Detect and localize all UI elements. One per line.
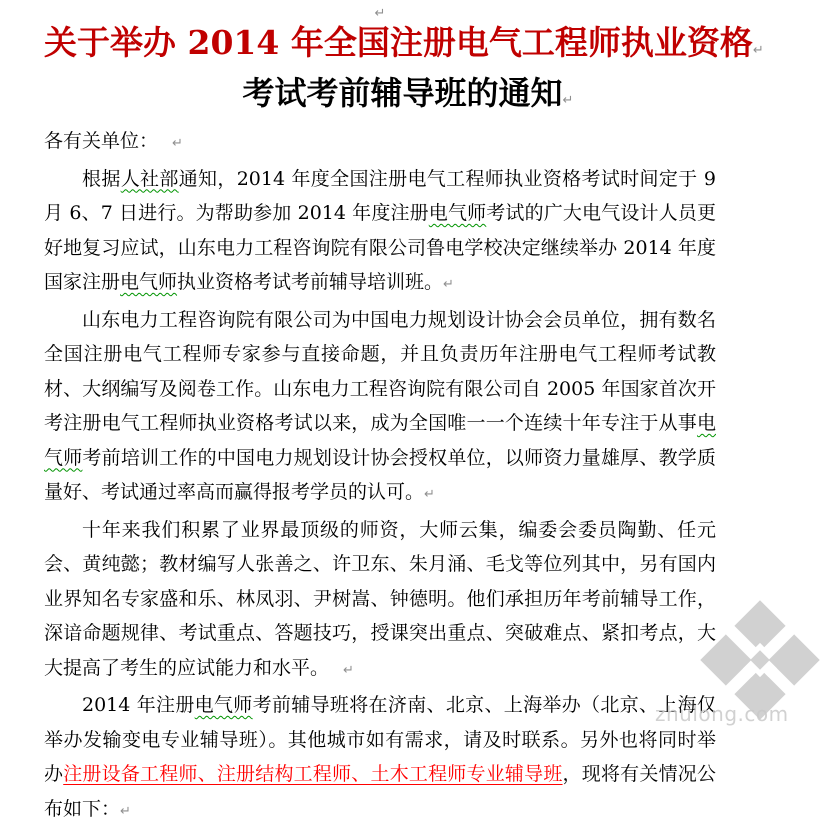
text-run: 根据 (82, 167, 121, 190)
paragraph-mark-icon: ↵ (374, 6, 386, 21)
paragraph-4 (44, 688, 716, 829)
spellcheck-underline-run: 电气师 (120, 271, 178, 293)
spellcheck-underline-run: 电气师 (428, 202, 487, 224)
paragraph-mark-icon: ↵ (424, 487, 435, 502)
text-run: 考前培训工作的中国电力规划设计协会授权单位，以师资力量雄厚、教学质量好、考试通过率高而赢得报考学员的认可。 (44, 446, 716, 503)
text-run: 2014 年注册 (82, 694, 195, 716)
paragraph-mark-icon: ↵ (172, 136, 183, 151)
title-line1-text: 关于举办 2014 年全国注册电气工程师执业资格 (44, 23, 753, 62)
text-run: 考前辅导班将在济南、北京、上海举办（北京、上海仅举办发输变电专业辅导班）。其他城市如有需求，请及时联系。另外也将同时举办 (44, 694, 716, 785)
paragraph-2 (44, 303, 716, 513)
text-run: 执业资格考试考前辅导培训班。 (177, 271, 444, 293)
text-run: 通知，2014 年度全国注册电气工程师执业资格考试时间定于 9 月 6、7 日进行。为帮助参加 2014 年度注册 (44, 167, 716, 224)
title-line2-text: 考试考前辅导班的通知 (242, 74, 563, 112)
highlighted-red-text-run: 注册设备工程师、注册结构工程师、土木工程师专业辅导班 (63, 763, 563, 785)
text-run: 考试的广大电气设计人员更好地复习应试，山东电力工程咨询院有限公司鲁电学校决定继续举办 2014 年度国家注册 (44, 202, 716, 293)
spellcheck-underline-run: 电气师 (194, 694, 253, 716)
spellcheck-underline-run: 电气师 (44, 412, 716, 469)
document-title-line1 (44, 22, 764, 72)
text-run: ，现将有关情况公布如下： (44, 763, 716, 820)
watermark-text: zhulong.com (655, 702, 789, 726)
document-title-line2 (44, 72, 716, 122)
paragraph-3 (44, 513, 716, 689)
paragraph-mark-icon: ↵ (443, 277, 454, 292)
spellcheck-underline-run: 人社部 (120, 167, 179, 190)
text-run: 山东电力工程咨询院有限公司为中国电力规划设计协会会员单位，拥有数名全国注册电气工程师专家参与直接命题，并且负责历年注册电气工程师考试教材、大纲编写及阅卷工作。山东电力工程咨询院有限公司自 2005 年国家首次开考注册电气工程师执业资格考试以来，成为全国唯一一个连续十年专注于从事 (44, 308, 716, 434)
text-run: 十年来我们积累了业界最顶级的师资，大师云集，编委会委员陶勤、任元会、黄纯懿；教材编写人张善之、许卫东、朱月涌、毛戈等位列其中，另有国内业界知名专家盛和乐、林凤羽、尹树嵩、钟德明。他们承担历年考前辅导工作，深谙命题规律、考试重点、答题技巧，授课突出重点、突破难点、紧扣考点，大大提高了考生的应试能力和水平。 (44, 518, 716, 679)
text-run: 各有关单位： (44, 130, 159, 152)
paragraph-1 (44, 162, 716, 303)
paragraph-mark-icon: ↵ (562, 93, 574, 108)
empty-paragraph (44, 4, 716, 22)
paragraph-mark-icon: ↵ (752, 43, 764, 58)
paragraph-mark-icon: ↵ (120, 803, 131, 819)
salutation-paragraph (44, 124, 716, 162)
paragraph-mark-icon: ↵ (343, 662, 354, 678)
